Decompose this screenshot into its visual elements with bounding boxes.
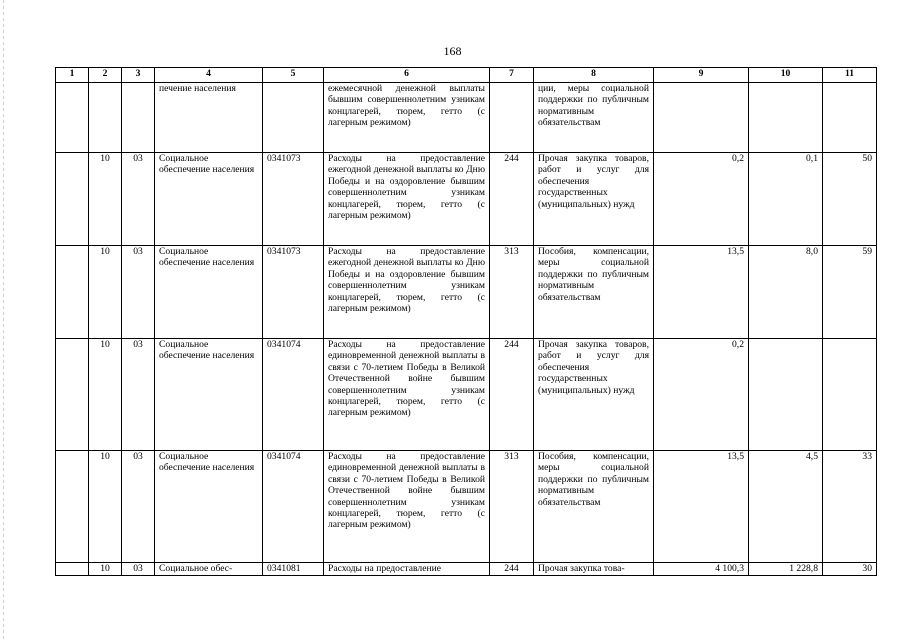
table-cell: Социальное обеспечение населения bbox=[155, 339, 263, 451]
table-cell: 03 bbox=[122, 563, 155, 576]
table-cell: Пособия, компенсации, меры социальной поддержки по публичным нормативным обязательствам bbox=[534, 246, 654, 339]
table-cell: Пособия, компенсации, меры социальной поддержки по публичным нормативным обязательствам bbox=[534, 451, 654, 563]
table-row bbox=[56, 83, 877, 153]
table-cell: 03 bbox=[122, 153, 155, 246]
table-cell: 10 bbox=[89, 563, 122, 576]
table-cell bbox=[654, 83, 749, 153]
table-cell: Социальное обеспечение населения bbox=[155, 153, 263, 246]
table-cell: Расходы на предоставление ежегодной денежной выплаты ко Дню Победы и на оздоровление бывшим совершеннолетним узникам концлагерей, тюрем, гетто (с лагерным режимом) bbox=[324, 246, 490, 339]
table-cell: Расходы на предоставление единовременной денежной выплаты в связи с 70-летием Победы в Великой Отечественной войне бывшим совершеннолетним узникам концлагерей, тюрем, гетто (с лагерным режимом) bbox=[324, 339, 490, 451]
table-cell: 0,2 bbox=[654, 153, 749, 246]
column-header: 6 bbox=[324, 68, 490, 83]
table-cell: 13,5 bbox=[654, 451, 749, 563]
table-cell: Социальное обеспечение населения bbox=[155, 246, 263, 339]
table-cell: ежемесячной денежной выплаты бывшим совершеннолетним узникам концлагерей, тюрем, гетто (с лагерным режимом) bbox=[324, 83, 490, 153]
table-cell: Прочая закупка товаров, работ и услуг для обеспечения государственных (муниципальных) нужд bbox=[534, 339, 654, 451]
table-cell bbox=[56, 339, 89, 451]
table-cell: 0,2 bbox=[654, 339, 749, 451]
table-cell: 1 228,8 bbox=[749, 563, 823, 576]
table-cell: 50 bbox=[823, 153, 877, 246]
table-row bbox=[56, 451, 877, 563]
table-cell: 30 bbox=[823, 563, 877, 576]
table-cell: 244 bbox=[490, 563, 534, 576]
column-header: 10 bbox=[749, 68, 823, 83]
table-cell: 4,5 bbox=[749, 451, 823, 563]
column-header: 5 bbox=[263, 68, 324, 83]
table-cell bbox=[749, 83, 823, 153]
column-header: 11 bbox=[823, 68, 877, 83]
table-cell: 13,5 bbox=[654, 246, 749, 339]
scan-left-edge bbox=[3, 0, 4, 640]
table-cell: 03 bbox=[122, 246, 155, 339]
table-cell: 33 bbox=[823, 451, 877, 563]
table-cell bbox=[56, 451, 89, 563]
table-cell: 10 bbox=[89, 246, 122, 339]
table-cell: 03 bbox=[122, 451, 155, 563]
budget-table bbox=[55, 67, 877, 576]
table-cell: Социальное обеспечение населения bbox=[155, 451, 263, 563]
table-cell: 4 100,3 bbox=[654, 563, 749, 576]
table-cell bbox=[263, 83, 324, 153]
column-header: 1 bbox=[56, 68, 89, 83]
table-cell: Расходы на предоставление ежегодной денежной выплаты ко Дню Победы и на оздоровление бывшим совершеннолетним узникам концлагерей, тюрем, гетто (с лагерным режимом) bbox=[324, 153, 490, 246]
table-cell: 0341074 bbox=[263, 451, 324, 563]
table-cell: 0341074 bbox=[263, 339, 324, 451]
table-cell: 59 bbox=[823, 246, 877, 339]
table-cell: 313 bbox=[490, 246, 534, 339]
table-cell bbox=[56, 83, 89, 153]
table-cell: 8,0 bbox=[749, 246, 823, 339]
table-cell: печение населения bbox=[155, 83, 263, 153]
table-cell: 244 bbox=[490, 153, 534, 246]
table-row bbox=[56, 563, 877, 576]
table-cell bbox=[89, 83, 122, 153]
table-cell: 0,1 bbox=[749, 153, 823, 246]
table-cell bbox=[823, 83, 877, 153]
table-cell: Прочая закупка това- bbox=[534, 563, 654, 576]
table-row bbox=[56, 153, 877, 246]
table-cell: Социальное обес- bbox=[155, 563, 263, 576]
table-row bbox=[56, 246, 877, 339]
table-cell bbox=[122, 83, 155, 153]
table-cell: 03 bbox=[122, 339, 155, 451]
table-row bbox=[56, 339, 877, 451]
table-cell bbox=[490, 83, 534, 153]
table-cell: 10 bbox=[89, 451, 122, 563]
column-header: 2 bbox=[89, 68, 122, 83]
table-cell bbox=[56, 246, 89, 339]
table-cell: Расходы на предоставление единовременной денежной выплаты в связи с 70-летием Победы в Великой Отечественной войне бывшим совершеннолетним узникам концлагерей, тюрем, гетто (с лагерным режимом) bbox=[324, 451, 490, 563]
table-cell: 10 bbox=[89, 339, 122, 451]
table-cell: 244 bbox=[490, 339, 534, 451]
table-cell: Прочая закупка товаров, работ и услуг для обеспечения государственных (муниципальных) нужд bbox=[534, 153, 654, 246]
header-row bbox=[56, 68, 877, 83]
table-cell: Расходы на предоставление bbox=[324, 563, 490, 576]
column-header: 4 bbox=[155, 68, 263, 83]
column-header: 7 bbox=[490, 68, 534, 83]
column-header: 3 bbox=[122, 68, 155, 83]
table-cell bbox=[56, 563, 89, 576]
column-header: 9 bbox=[654, 68, 749, 83]
table-cell bbox=[749, 339, 823, 451]
table-cell: 10 bbox=[89, 153, 122, 246]
table-cell: 0341073 bbox=[263, 153, 324, 246]
table-cell bbox=[56, 153, 89, 246]
page-number: 168 bbox=[443, 44, 462, 58]
table-cell: ции, меры социальной поддержки по публичным нормативным обязательствам bbox=[534, 83, 654, 153]
table-cell bbox=[823, 339, 877, 451]
table-cell: 0341081 bbox=[263, 563, 324, 576]
table-cell: 0341073 bbox=[263, 246, 324, 339]
table-cell: 313 bbox=[490, 451, 534, 563]
column-header: 8 bbox=[534, 68, 654, 83]
